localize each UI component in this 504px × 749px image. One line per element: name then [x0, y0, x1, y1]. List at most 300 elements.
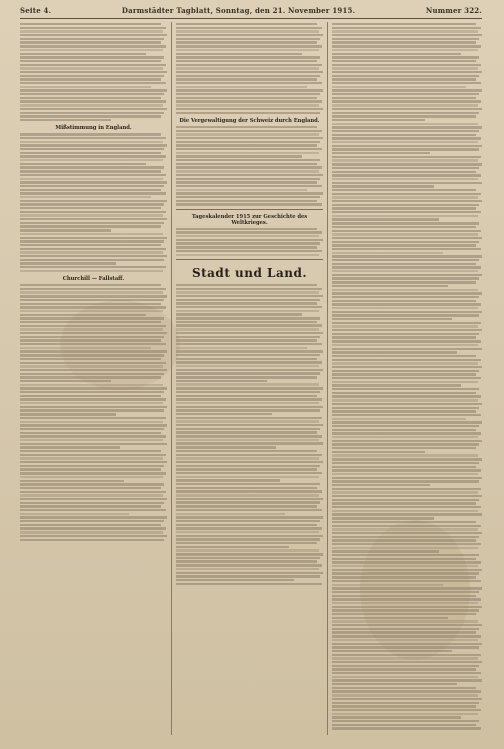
text-line — [20, 391, 164, 393]
text-line — [332, 263, 476, 265]
text-line — [20, 82, 166, 84]
text-line — [20, 291, 163, 293]
text-line — [20, 332, 167, 334]
text-line — [176, 513, 285, 515]
text-line — [176, 439, 319, 441]
text-line — [176, 250, 322, 252]
text-line — [176, 538, 320, 540]
text-line — [332, 281, 476, 283]
column-3 — [332, 22, 482, 735]
text-line — [20, 166, 164, 168]
issue-number: Nummer 322. — [425, 6, 482, 15]
text-line — [332, 724, 476, 726]
text-line — [176, 328, 319, 330]
text-line — [176, 284, 317, 286]
text-line — [332, 237, 482, 239]
text-line — [20, 406, 167, 408]
text-line — [332, 226, 476, 228]
text-line — [20, 524, 161, 526]
text-line — [20, 192, 166, 194]
text-line — [176, 398, 322, 400]
text-line — [332, 277, 479, 279]
text-line — [176, 483, 320, 485]
text-line — [20, 251, 163, 253]
text-line — [20, 75, 164, 77]
header-rule — [20, 18, 482, 19]
text-line — [176, 185, 322, 187]
text-line — [332, 60, 476, 62]
text-line — [176, 413, 272, 415]
text-line — [332, 617, 448, 619]
text-line — [332, 587, 482, 589]
text-line — [176, 152, 319, 154]
text-line — [332, 687, 476, 689]
text-line — [332, 672, 481, 674]
column-1 — [20, 22, 167, 735]
text-line — [20, 104, 163, 106]
text-line — [176, 553, 323, 555]
text-line — [332, 628, 479, 630]
text-line — [176, 78, 317, 80]
text-line — [20, 78, 161, 80]
text-line — [20, 207, 161, 209]
text-line — [176, 189, 307, 191]
text-line — [20, 413, 116, 415]
text-line — [332, 558, 476, 560]
text-line — [176, 34, 323, 36]
text-line — [20, 144, 167, 146]
text-line — [332, 421, 482, 423]
text-line — [20, 402, 163, 404]
text-line — [20, 369, 167, 371]
text-line — [20, 152, 161, 154]
text-line — [176, 564, 322, 566]
text-line — [20, 446, 120, 448]
text-line — [20, 339, 161, 341]
text-line — [332, 425, 479, 427]
text-line — [332, 477, 482, 479]
text-line — [332, 510, 478, 512]
text-line — [332, 222, 479, 224]
text-line — [332, 171, 476, 173]
text-line — [176, 302, 317, 304]
text-line — [176, 141, 320, 143]
text-line — [332, 495, 482, 497]
text-line — [20, 354, 164, 356]
text-line — [176, 376, 317, 378]
text-line — [20, 196, 151, 198]
text-line — [332, 300, 476, 302]
text-line — [20, 531, 163, 533]
text-line — [332, 395, 481, 397]
text-line — [332, 443, 479, 445]
text-line — [176, 196, 320, 198]
text-line — [332, 322, 481, 324]
text-block — [176, 228, 323, 256]
text-line — [176, 380, 267, 382]
text-line — [176, 406, 323, 408]
text-line — [332, 595, 476, 597]
text-line — [332, 639, 478, 641]
text-line — [20, 189, 161, 191]
text-line — [176, 130, 322, 132]
text-line — [20, 233, 163, 235]
text-line — [332, 137, 481, 139]
text-line — [332, 451, 425, 453]
text-line — [176, 516, 323, 518]
text-line — [20, 443, 167, 445]
text-line — [20, 299, 164, 301]
text-line — [332, 462, 479, 464]
text-line — [20, 229, 111, 231]
text-line — [332, 134, 476, 136]
text-line — [332, 270, 478, 272]
text-line — [176, 557, 320, 559]
text-line — [176, 82, 322, 84]
text-line — [20, 115, 161, 117]
text-line — [332, 233, 478, 235]
text-line — [332, 130, 479, 132]
text-line — [332, 620, 478, 622]
text-line — [332, 643, 482, 645]
text-line — [20, 494, 163, 496]
text-line — [332, 488, 481, 490]
text-line — [332, 709, 481, 711]
text-line — [20, 34, 167, 36]
text-line — [332, 266, 481, 268]
text-line — [332, 82, 481, 84]
text-line — [20, 53, 146, 55]
text-line — [332, 311, 482, 313]
text-line — [176, 288, 322, 290]
text-line — [20, 480, 124, 482]
text-line — [20, 509, 166, 511]
text-line — [20, 211, 166, 213]
text-line — [332, 252, 443, 254]
text-line — [332, 49, 478, 51]
text-line — [20, 343, 166, 345]
text-line — [176, 391, 320, 393]
text-line — [20, 373, 164, 375]
text-line — [332, 384, 461, 386]
text-line — [332, 650, 452, 652]
text-line — [20, 60, 161, 62]
text-line — [20, 159, 163, 161]
text-line — [20, 376, 161, 378]
text-line — [332, 148, 479, 150]
text-line — [332, 53, 461, 55]
text-line — [332, 569, 482, 571]
text-line — [176, 313, 302, 315]
article-heading: Die Vergewaltigung der Schweiz durch England. — [179, 117, 320, 124]
text-line — [332, 694, 478, 696]
text-line — [20, 535, 167, 537]
text-line — [20, 465, 164, 467]
text-line — [332, 185, 434, 187]
text-line — [332, 679, 482, 681]
text-line — [176, 435, 322, 437]
text-line — [20, 214, 163, 216]
text-line — [176, 155, 302, 157]
text-line — [176, 417, 322, 419]
text-line — [20, 450, 161, 452]
text-line — [332, 86, 466, 88]
text-line — [20, 30, 163, 32]
text-line — [332, 178, 478, 180]
text-line — [20, 225, 161, 227]
text-line — [332, 248, 481, 250]
text-line — [176, 200, 317, 202]
text-line — [332, 38, 479, 40]
text-line — [20, 295, 167, 297]
text-line — [20, 97, 161, 99]
text-line — [332, 56, 479, 58]
text-line — [176, 104, 319, 106]
text-line — [176, 339, 317, 341]
text-line — [20, 155, 166, 157]
text-line — [176, 358, 317, 360]
text-line — [20, 380, 111, 382]
text-line — [332, 506, 481, 508]
text-line — [20, 64, 166, 66]
text-line — [332, 484, 430, 486]
text-line — [332, 23, 476, 25]
text-line — [20, 505, 161, 507]
text-line — [20, 303, 161, 305]
text-line — [332, 370, 479, 372]
text-line — [332, 163, 482, 165]
text-line — [332, 591, 479, 593]
text-line — [20, 472, 166, 474]
text-line — [176, 347, 307, 349]
text-line — [20, 270, 163, 272]
text-line — [332, 436, 478, 438]
text-line — [20, 203, 164, 205]
text-line — [176, 560, 317, 562]
text-line — [176, 395, 317, 397]
text-line — [176, 23, 317, 25]
text-line — [176, 431, 317, 433]
text-line — [332, 373, 476, 375]
text-line — [20, 244, 161, 246]
text-line — [20, 527, 166, 529]
text-line — [176, 133, 319, 135]
text-line — [332, 211, 481, 213]
text-line — [332, 388, 479, 390]
text-line — [176, 468, 317, 470]
text-line — [332, 241, 479, 243]
text-line — [332, 447, 476, 449]
text-line — [332, 410, 476, 412]
text-line — [20, 119, 111, 121]
article-heading: Tageskalender 1915 zur Geschichte des Weltkrieges. — [191, 213, 308, 226]
text-line — [332, 536, 479, 538]
text-line — [332, 344, 478, 346]
text-line — [176, 501, 320, 503]
text-line — [176, 428, 320, 430]
text-line — [332, 528, 478, 530]
text-line — [332, 565, 478, 567]
text-line — [20, 100, 166, 102]
text-line — [332, 126, 482, 128]
text-line — [332, 657, 478, 659]
text-line — [332, 182, 482, 184]
text-line — [176, 239, 323, 241]
text-line — [20, 218, 167, 220]
text-line — [332, 314, 479, 316]
text-line — [176, 100, 322, 102]
text-line — [332, 104, 478, 106]
text-line — [20, 93, 164, 95]
text-line — [332, 64, 481, 66]
text-line — [20, 240, 164, 242]
text-line — [332, 274, 482, 276]
section-rule — [176, 259, 323, 260]
text-line — [20, 259, 164, 261]
text-line — [176, 97, 317, 99]
text-line — [176, 112, 320, 114]
text-line — [332, 67, 478, 69]
text-block — [20, 133, 167, 272]
text-line — [332, 480, 479, 482]
text-line — [332, 366, 482, 368]
text-line — [20, 513, 129, 515]
text-line — [176, 30, 319, 32]
page-number: Seite 4. — [20, 6, 52, 15]
text-line — [176, 45, 322, 47]
text-line — [332, 576, 476, 578]
masthead-line: Darmstädter Tagblatt, Sonntag, den 21. November 1915. — [121, 6, 356, 15]
article-heading: Mißstimmung in England. — [55, 125, 132, 132]
text-line — [332, 41, 476, 43]
text-line — [332, 469, 481, 471]
text-line — [332, 521, 476, 523]
text-line — [20, 328, 163, 330]
text-line — [332, 392, 476, 394]
section-title: Stadt und Land. — [191, 265, 308, 280]
text-line — [332, 720, 479, 722]
text-line — [20, 170, 161, 172]
text-line — [176, 520, 320, 522]
text-line — [332, 100, 481, 102]
text-line — [20, 185, 164, 187]
text-line — [176, 465, 320, 467]
text-line — [332, 550, 439, 552]
text-line — [176, 242, 320, 244]
text-line — [332, 668, 476, 670]
text-line — [332, 609, 479, 611]
text-line — [20, 27, 166, 29]
text-line — [176, 41, 317, 43]
text-line — [176, 170, 319, 172]
text-line — [332, 683, 457, 685]
text-line — [332, 119, 425, 121]
text-line — [332, 646, 479, 648]
text-line — [332, 473, 478, 475]
text-line — [176, 53, 302, 55]
text-line — [176, 542, 317, 544]
text-line — [20, 49, 163, 51]
text-line — [176, 324, 322, 326]
text-line — [176, 487, 317, 489]
text-line — [332, 325, 478, 327]
text-line — [176, 192, 323, 194]
text-line — [332, 598, 481, 600]
text-line — [332, 381, 478, 383]
text-line — [332, 318, 452, 320]
column-divider — [327, 22, 328, 735]
text-line — [20, 71, 167, 73]
text-line — [176, 494, 319, 496]
text-line — [176, 86, 307, 88]
text-line — [332, 123, 478, 125]
text-line — [332, 289, 478, 291]
text-line — [176, 291, 319, 293]
text-line — [332, 45, 481, 47]
text-block — [176, 284, 323, 585]
text-line — [176, 108, 323, 110]
text-line — [20, 516, 167, 518]
text-line — [20, 222, 164, 224]
text-line — [176, 472, 322, 474]
text-line — [176, 144, 317, 146]
text-line — [332, 513, 482, 515]
text-line — [176, 442, 323, 444]
text-line — [332, 34, 482, 36]
text-line — [332, 359, 481, 361]
text-line — [332, 713, 478, 715]
text-line — [332, 336, 476, 338]
text-line — [20, 457, 163, 459]
text-line — [332, 539, 476, 541]
text-line — [332, 200, 482, 202]
text-line — [176, 299, 320, 301]
text-line — [20, 200, 167, 202]
text-line — [332, 554, 479, 556]
text-line — [332, 230, 481, 232]
text-line — [176, 505, 317, 507]
text-line — [332, 491, 478, 493]
text-line — [332, 532, 482, 534]
text-line — [20, 288, 166, 290]
text-block — [20, 284, 167, 541]
text-line — [20, 491, 166, 493]
text-line — [20, 395, 161, 397]
text-line — [176, 424, 323, 426]
text-line — [176, 479, 280, 481]
text-line — [332, 432, 481, 434]
text-line — [332, 517, 434, 519]
text-line — [332, 285, 448, 287]
text-line — [332, 580, 481, 582]
text-line — [332, 716, 461, 718]
text-line — [176, 148, 322, 150]
text-line — [20, 336, 164, 338]
text-line — [176, 310, 319, 312]
text-line — [20, 520, 164, 522]
text-line — [176, 27, 322, 29]
text-line — [176, 350, 323, 352]
text-line — [176, 126, 317, 128]
text-line — [332, 348, 482, 350]
text-line — [176, 546, 289, 548]
text-line — [332, 259, 479, 261]
text-line — [176, 67, 319, 69]
text-line — [20, 358, 161, 360]
column-2 — [176, 22, 323, 735]
text-line — [332, 399, 478, 401]
text-line — [332, 215, 478, 217]
